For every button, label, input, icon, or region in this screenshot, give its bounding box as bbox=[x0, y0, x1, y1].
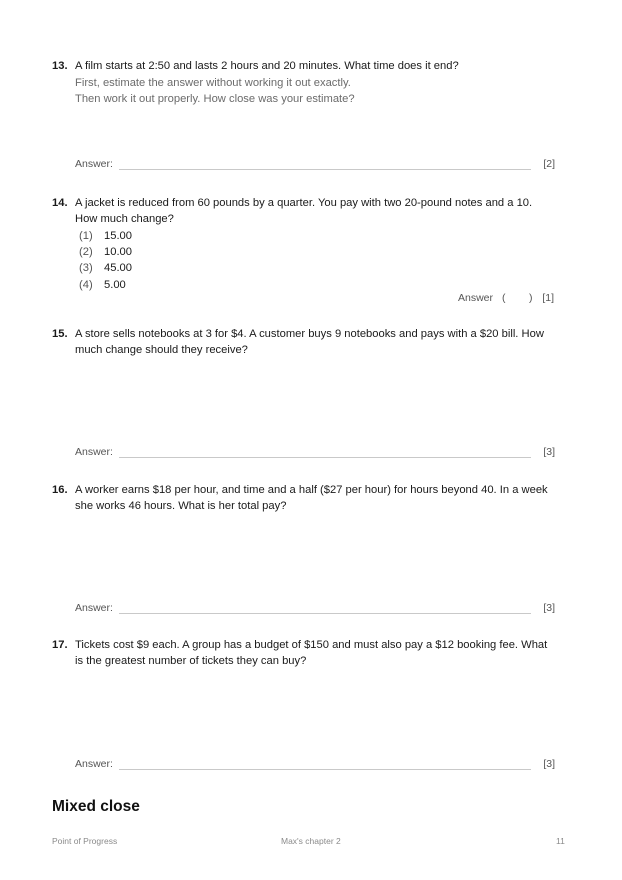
answer-label: Answer: bbox=[75, 446, 113, 458]
question-text-line: A jacket is reduced from 60 pounds by a quarter. You pay with two 20-pound notes and a 10. bbox=[75, 197, 533, 209]
option-4[interactable] bbox=[79, 277, 572, 293]
option-number: (4) bbox=[79, 278, 93, 291]
question-text-line: Tickets cost $9 each. A group has a budget of $150 and must also pay a $12 booking fee. What bbox=[75, 639, 548, 651]
question-text-line: A film starts at 2:50 and lasts 2 hours and 20 minutes. What time does it end? bbox=[75, 60, 459, 72]
question-instruction-line: Then work it out properly. How close was your estimate? bbox=[75, 93, 355, 105]
answer-line-16[interactable] bbox=[75, 602, 555, 618]
question-number: 16. bbox=[52, 484, 68, 496]
option-value: 10.00 bbox=[104, 246, 132, 259]
question-text-line: A worker earns $18 per hour, and time and a half ($27 per hour) for hours beyond 40. In a week bbox=[75, 484, 548, 496]
options-list bbox=[79, 228, 572, 293]
answer-label: Answer: bbox=[75, 602, 113, 614]
answer-line-13[interactable] bbox=[75, 158, 555, 174]
answer-rule bbox=[119, 613, 531, 614]
option-value: 45.00 bbox=[104, 262, 132, 275]
mc-answer-close-paren: ) bbox=[529, 292, 533, 304]
answer-rule bbox=[119, 769, 531, 770]
question-text-line: is the greatest number of tickets they can buy? bbox=[75, 655, 307, 667]
question-text-line: How much change? bbox=[75, 213, 174, 225]
question-text-line: she works 46 hours. What is her total pay? bbox=[75, 500, 287, 512]
question-15 bbox=[52, 326, 572, 358]
footer-left-text: Point of Progress bbox=[52, 836, 118, 846]
answer-rule bbox=[119, 169, 531, 170]
marks-label: [1] bbox=[542, 292, 554, 304]
question-number: 15. bbox=[52, 328, 68, 340]
option-2[interactable] bbox=[79, 244, 572, 260]
option-number: (1) bbox=[79, 230, 93, 242]
mc-answer-open-paren: ( bbox=[502, 292, 506, 304]
question-16 bbox=[52, 482, 572, 514]
option-number: (2) bbox=[79, 246, 93, 259]
mc-answer-label: Answer bbox=[458, 292, 494, 304]
option-1[interactable] bbox=[79, 228, 572, 244]
answer-line-17[interactable] bbox=[75, 758, 555, 774]
option-number: (3) bbox=[79, 262, 93, 275]
footer-center-text: Max's chapter 2 bbox=[281, 836, 341, 846]
option-value: 5.00 bbox=[104, 278, 126, 291]
page-number: 11 bbox=[556, 836, 565, 846]
option-3[interactable] bbox=[79, 260, 572, 276]
question-text-line: A store sells notebooks at 3 for $4. A customer buys 9 notebooks and pays with a $20 bill. How bbox=[75, 328, 544, 340]
question-13 bbox=[52, 58, 572, 107]
question-text-line: much change should they receive? bbox=[75, 344, 248, 356]
answer-label: Answer: bbox=[75, 158, 113, 170]
marks-label: [2] bbox=[543, 158, 555, 170]
question-14 bbox=[52, 195, 572, 293]
question-number: 14. bbox=[52, 197, 68, 209]
marks-label: [3] bbox=[543, 446, 555, 458]
question-instruction-line: First, estimate the answer without working it out exactly. bbox=[75, 77, 351, 89]
mc-answer-box[interactable] bbox=[458, 292, 554, 308]
answer-rule bbox=[119, 457, 531, 458]
marks-label: [3] bbox=[543, 602, 555, 614]
section-heading: Mixed close bbox=[52, 798, 140, 815]
marks-label: [3] bbox=[543, 758, 555, 770]
question-17 bbox=[52, 637, 572, 669]
question-number: 17. bbox=[52, 639, 68, 651]
answer-label: Answer: bbox=[75, 758, 113, 770]
option-value: 15.00 bbox=[104, 230, 132, 242]
answer-line-15[interactable] bbox=[75, 446, 555, 462]
question-number: 13. bbox=[52, 60, 68, 72]
